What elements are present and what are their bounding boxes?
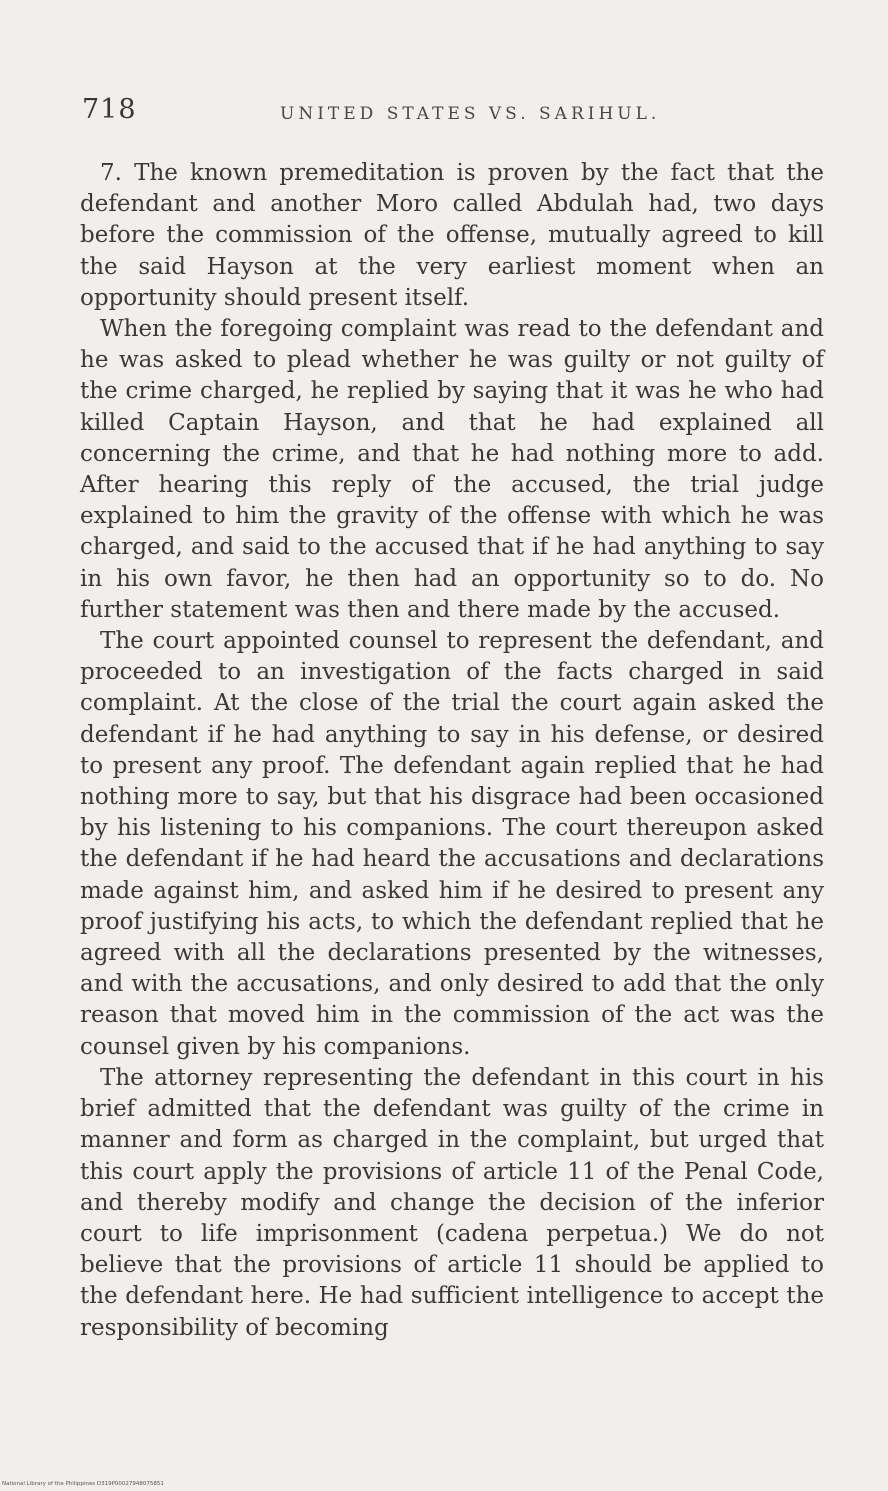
paragraph: The attorney representing the defendant in this court in his brief admitted that the defendant was guilty of the crime in manner and form as charged in the complaint, but urged that this court apply the provisions of article 11 of the Penal Code, and thereby modify and change the decision of the inferior court to life imprisonment (cadena perpetua.) We do not believe that the provisions of article 11 should be applied to the defendant here. He had sufficient intelligence to accept the responsibility of becoming bbox=[80, 1064, 824, 1341]
source-footer: National Library of the Philippines D319P00027948075851 bbox=[2, 1481, 164, 1487]
paragraph: 7. The known premeditation is proven by the fact that the defendant and another Moro called Abdulah had, two days before the commission of the offense, mutually agreed to kill the said Hayson at the very earliest moment when an opportunity should present itself. bbox=[80, 160, 824, 311]
paragraph: The court appointed counsel to represent the defendant, and proceeded to an investigation of the facts charged in said complaint. At the close of the trial the court again asked the defendant if he had anything to say in his defense, or desired to present any proof. The defendant again replied that he had nothing more to say, but that his disgrace had been occasioned by his listening to his companions. The court thereupon asked the defendant if he had heard the accusations and declarations made against him, and asked him if he desired to present any proof justifying his acts, to which the defendant replied that he agreed with all the declarations presented by the witnesses, and with the accusations, and only desired to add that the only reason that moved him in the commission of the act was the counsel given by his companions. bbox=[80, 628, 824, 1060]
body-text bbox=[80, 158, 824, 1344]
running-head: UNITED STATES VS. SARIHUL. bbox=[280, 104, 661, 124]
page-header bbox=[82, 94, 828, 134]
paragraph: When the foregoing complaint was read to the defendant and he was asked to plead whether he was guilty or not guilty of the crime charged, he replied by saying that it was he who had killed Captain Hayson, and that he had explained all concerning the crime, and that he had nothing more to add. After hearing this reply of the accused, the trial judge explained to him the gravity of the offense with which he was charged, and said to the accused that if he had anything to say in his own favor, he then had an opportunity so to do. No further statement was then and there made by the accused. bbox=[80, 316, 824, 623]
page-number: 718 bbox=[82, 94, 137, 125]
